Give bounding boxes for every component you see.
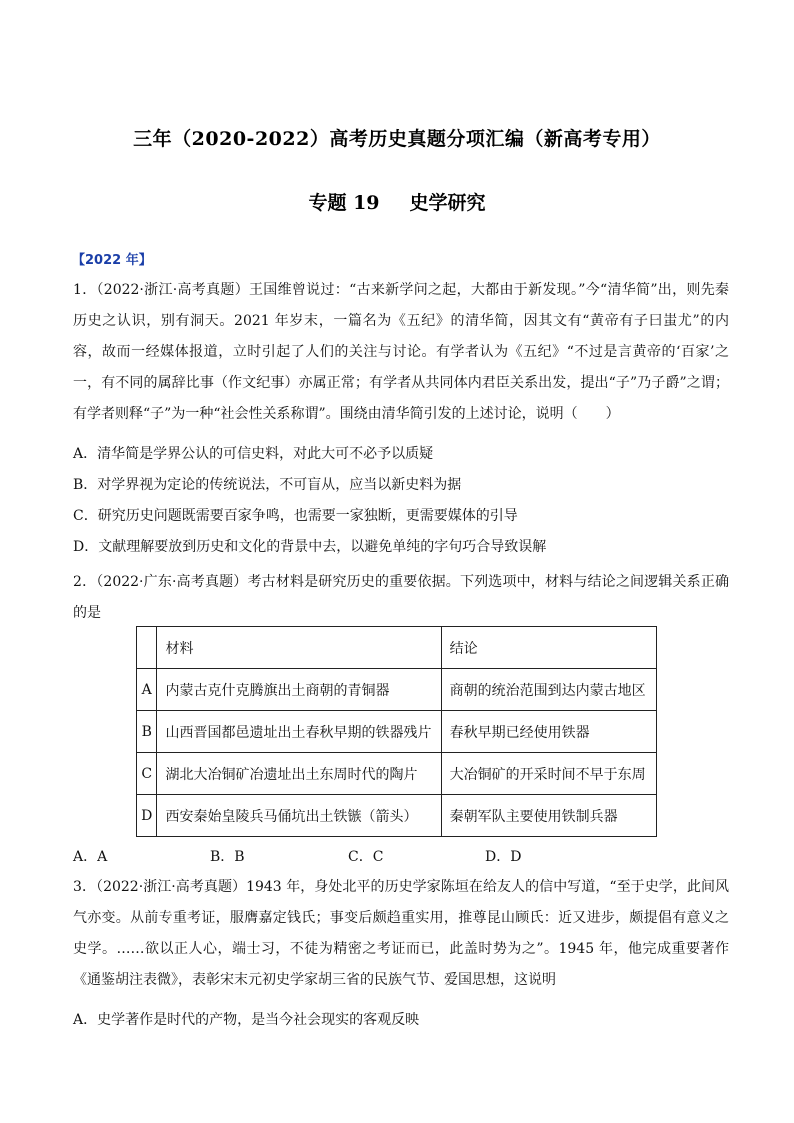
topic-name: 史学研究 <box>409 192 486 214</box>
table-row <box>137 753 657 795</box>
table-row <box>137 795 657 837</box>
table-cell: 湖北大冶铜矿冶遗址出土东周时代的陶片 <box>157 753 441 795</box>
table-header-cell: 材料 <box>157 627 441 669</box>
year-section-label: 【2022 年】 <box>72 253 152 268</box>
table-cell: 内蒙古克什克腾旗出土商朝的青铜器 <box>157 669 441 711</box>
table-cell: 春秋早期已经使用铁器 <box>441 711 656 753</box>
table-header-row <box>137 627 657 669</box>
evidence-table <box>136 626 657 837</box>
table-header-cell: 结论 <box>441 627 656 669</box>
question-3-text: 3．（2022·浙江·高考真题）1943 年，身处北平的历史学家陈垣在给友人的信中写道，“至于史学，此间风气亦变。从前专重考证，服膺嘉定钱氏；事变后颇趋重实用，推尊昆山顾氏：近又进步，颇提倡有意义之史学。……欲以正人心，端士习，不徒为精密之考证而已，此盖时势为之”。1945 年，他完成重要著作《通鉴胡注表微》，表彰宋末元初史学家胡三省的民族气节、爱国思想，这说明 <box>73 879 729 988</box>
table-cell: 山西晋国都邑遗址出土春秋早期的铁器残片 <box>157 711 441 753</box>
topic-number: 专题 19 <box>308 192 380 214</box>
table-cell: B <box>137 711 157 753</box>
table-header-cell <box>137 627 157 669</box>
table-cell: A <box>137 669 157 711</box>
question-2-option-a: A．A <box>73 849 108 865</box>
question-2-option-d: D．D <box>485 849 522 865</box>
table-cell: D <box>137 795 157 837</box>
table-row <box>137 711 657 753</box>
question-1-option-a: A．清华简是学界公认的可信史料，对此大可不必予以质疑 <box>73 446 434 462</box>
table-cell: 西安秦始皇陵兵马俑坑出土铁镞（箭头） <box>157 795 441 837</box>
question-1-option-d: D．文献理解要放到历史和文化的背景中去，以避免单纯的字句巧合导致误解 <box>73 539 547 555</box>
table-cell: 大冶铜矿的开采时间不早于东周 <box>441 753 656 795</box>
table-row <box>137 669 657 711</box>
topic-title <box>0 188 794 215</box>
question-1-text: 1．（2022·浙江·高考真题）王国维曾说过：“古来新学问之起，大都由于新发现。”今“清华简”出，则先秦历史之认识，别有洞天。2021 年岁末，一篇名为《五纪》的清华简，因其文有“黄帝有子曰蚩尤”的内容，故而一经媒体报道，立时引起了人们的关注与讨论。有学者认为《五纪》“不过是言黄帝的‘百家’之一，有不同的属辞比事（作文纪事）亦属正常；有学者从共同体内君臣关系出发，提出“子”乃子爵”之谓；有学者则释“子”为一种“社会性关系称谓”。围绕由清华简引发的上述讨论，说明（ ） <box>73 282 729 422</box>
question-1-option-b: B．对学界视为定论的传统说法，不可盲从，应当以新史料为据 <box>73 477 462 493</box>
table-cell: C <box>137 753 157 795</box>
question-2-text: 2．（2022·广东·高考真题）考古材料是研究历史的重要依据。下列选项中，材料与结论之间逻辑关系正确的是 <box>73 574 729 621</box>
table-cell: 秦朝军队主要使用铁制兵器 <box>441 795 656 837</box>
question-2-option-c: C．C <box>348 849 384 865</box>
question-3-option-a: A．史学著作是时代的产物，是当今社会现实的客观反映 <box>73 1012 420 1028</box>
question-1-option-c: C．研究历史问题既需要百家争鸣，也需要一家独断，更需要媒体的引导 <box>73 508 518 524</box>
question-2-option-b: B．B <box>210 849 245 865</box>
document-title: 三年（2020-2022）高考历史真题分项汇编（新高考专用） <box>133 128 661 150</box>
table-cell: 商朝的统治范围到达内蒙古地区 <box>441 669 656 711</box>
